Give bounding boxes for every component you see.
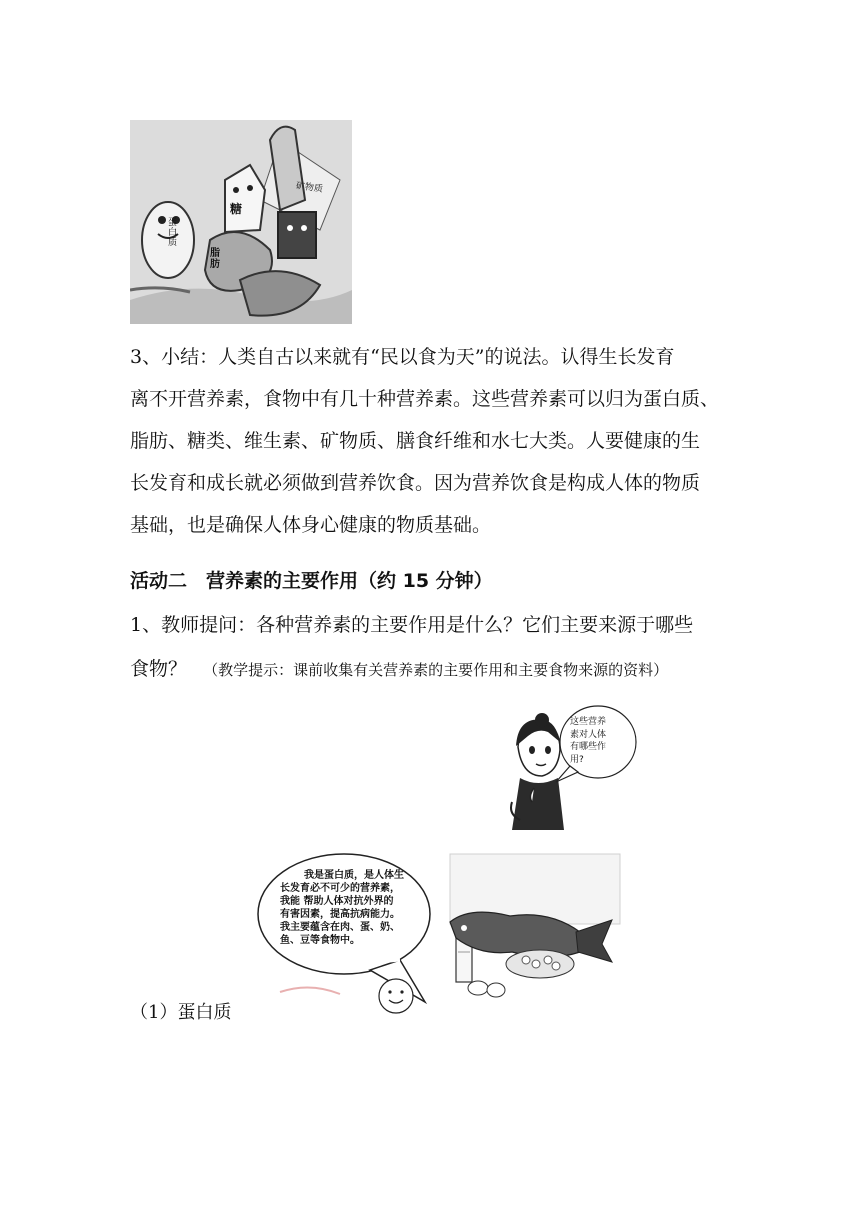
summary-line-5: 基础，也是确保人体身心健康的物质基础。 xyxy=(130,514,492,536)
protein-bubble-line: 我主要蕴含在肉、蛋、奶、 xyxy=(280,922,400,933)
teacher-question-line-1: 1、教师提问：各种营养素的主要作用是什么？它们主要来源于哪些 xyxy=(130,614,694,636)
nutrients-cartoon-illustration xyxy=(130,120,352,324)
label-protein: 蛋白质 xyxy=(168,218,178,248)
teaching-hint: （教学提示：课前收集有关营养素的主要作用和主要食物来源的资料） xyxy=(203,661,669,679)
girl-bubble-line: 用? xyxy=(570,754,584,765)
summary-line-2: 离不开营养素，食物中有几十种营养素。这些营养素可以归为蛋白质、 xyxy=(130,388,720,410)
summary-line-4: 长发育和成长就必须做到营养饮食。因为营养饮食是构成人体的物质 xyxy=(130,472,701,494)
girl-bubble-text xyxy=(570,716,626,766)
activity2-heading: 活动二 营养素的主要作用（约 15 分钟） xyxy=(130,570,493,592)
teacher-question-line-2 xyxy=(130,654,668,681)
protein-caption: （1）蛋白质 xyxy=(130,1002,232,1023)
nutrients-cartoon-figure xyxy=(130,120,352,324)
protein-bubble-line: 长发育必不可少的营养素， xyxy=(280,883,400,894)
label-fat: 脂肪 xyxy=(210,248,220,270)
teacher-question-end: 食物？ xyxy=(130,658,188,680)
summary-line-3: 脂肪、糖类、维生素、矿物质、膳食纤维和水七大类。人要健康的生 xyxy=(130,430,701,452)
protein-bubble-text xyxy=(280,869,425,947)
protein-bubble-line: 我能 帮助人体对抗外界的 xyxy=(280,896,394,907)
protein-bubble-line: 鱼、豆等食物中。 xyxy=(280,935,360,946)
girl-bubble-line: 素对人体 xyxy=(570,729,607,740)
label-minerals: 矿物质 xyxy=(295,181,324,195)
girl-bubble-line: 有哪些作 xyxy=(570,742,607,752)
protein-bubble-line: 我是蛋白质，是人体生 xyxy=(304,870,404,881)
summary-line-1: 3、小结：人类自古以来就有“民以食为天”的说法。认得生长发育 xyxy=(130,346,675,368)
girl-bubble-line: 这些营养 xyxy=(570,717,607,727)
protein-bubble-line: 有害因素，提高抗病能力。 xyxy=(280,909,400,920)
label-sugar: 糖 xyxy=(230,202,243,216)
